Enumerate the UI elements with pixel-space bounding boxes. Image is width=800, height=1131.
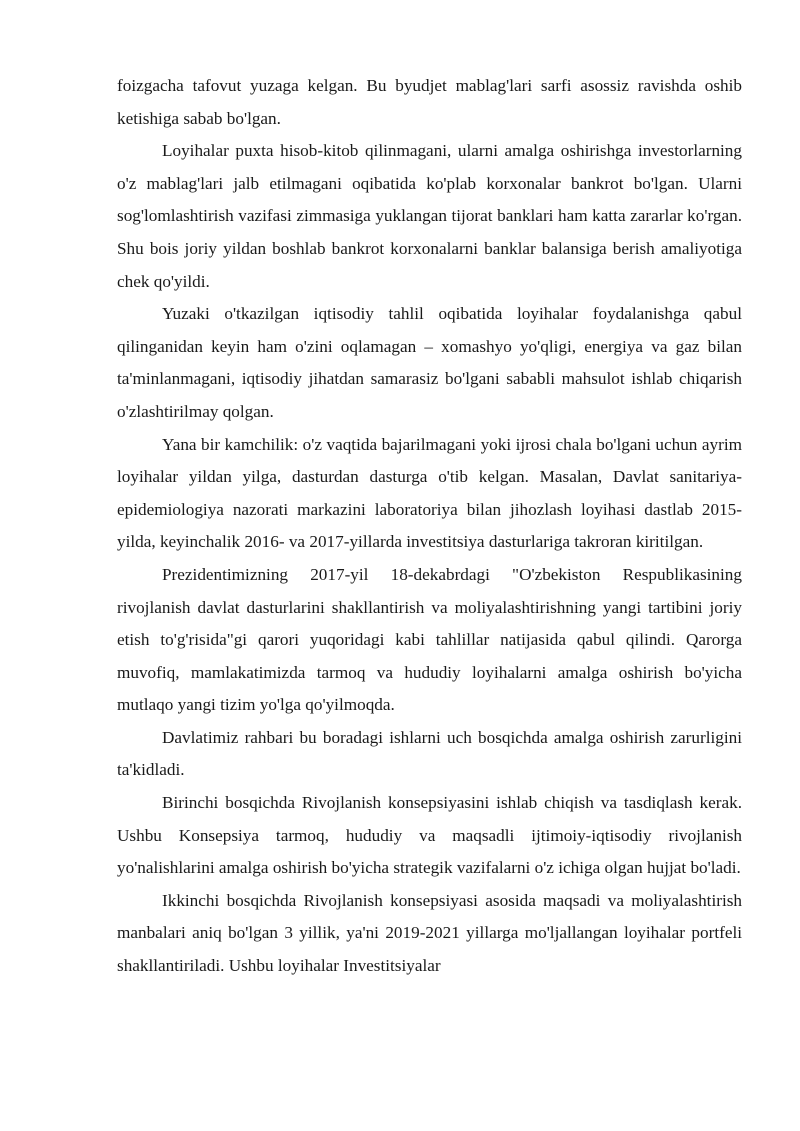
document-page: [117, 70, 742, 983]
paragraph-4: Yana bir kamchilik: o'z vaqtida bajarilmagani yoki ijrosi chala bo'lgani uchun ayrim loyihalar yildan yilga, dasturdan dasturga o'tib kelgan. Masalan, Davlat sanitariya-epidemiologiya nazorati markazini laboratoriya bilan jihozlash loyihasi dastlab 2015-yilda, keyinchalik 2016- va 2017-yillarda investitsiya dasturlariga takroran kiritilgan.: [117, 434, 742, 552]
paragraph-8: Ikkinchi bosqichda Rivojlanish konsepsiyasi asosida maqsadi va moliyalashtirish manbalari aniq bo'lgan 3 yillik, ya'ni 2019-2021 yillarga mo'ljallangan loyihalar portfeli shakllantiriladi. Ushbu loyihalar Investitsiyalar: [117, 890, 742, 976]
paragraph-3: Yuzaki o'tkazilgan iqtisodiy tahlil oqibatida loyihalar foydalanishga qabul qilinganidan keyin ham o'zini oqlamagan – xomashyo yo'qligi, energiya va gaz bilan ta'minlanmagani, iqtisodiy jihatdan samarasiz bo'lgani sababli mahsulot ishlab chiqarish o'zlashtirilmay qolgan.: [117, 304, 742, 421]
paragraph-5: Prezidentimizning 2017-yil 18-dekabrdagi "O'zbekiston Respublikasining rivojlanish davlat dasturlarini shakllantirish va moliyalashtirishning yangi tartibini joriy etish to'g'risida"gi qarori yuqoridagi kabi tahlillar natijasida qabul qilindi. Qarorga muvofiq, mamlakatimizda tarmoq va hududiy loyihalarni amalga oshirish bo'yicha mutlaqo yangi tizim yo'lga qo'yilmoqda.: [117, 564, 742, 715]
paragraph-6: Davlatimiz rahbari bu boradagi ishlarni uch bosqichda amalga oshirish zarurligini ta'kidladi.: [117, 727, 742, 780]
paragraph-7: Birinchi bosqichda Rivojlanish konsepsiyasini ishlab chiqish va tasdiqlash kerak. Ushbu Konsepsiya tarmoq, hududiy va maqsadli ijtimoiy-iqtisodiy rivojlanish yo'nalishlarini amalga oshirish bo'yicha strategik vazifalarni o'z ichiga olgan hujjat bo'ladi.: [117, 793, 742, 878]
paragraph-2: Loyihalar puxta hisob-kitob qilinmagani, ularni amalga oshirishga investorlarning o'z mablag'lari jalb etilmagani oqibatida ko'plab korxonalar bankrot bo'lgan. Ularni sog'lomlashtirish vazifasi zimmasiga yuklangan tijorat banklari ham katta zararlar ko'rgan. Shu bois joriy yildan boshlab bankrot korxonalarni banklar balansiga berish amaliyotiga chek qo'yildi.: [117, 141, 742, 291]
paragraph-1: foizgacha tafovut yuzaga kelgan. Bu byudjet mablag'lari sarfi asossiz ravishda oshib ketishiga sabab bo'lgan.: [117, 76, 742, 128]
